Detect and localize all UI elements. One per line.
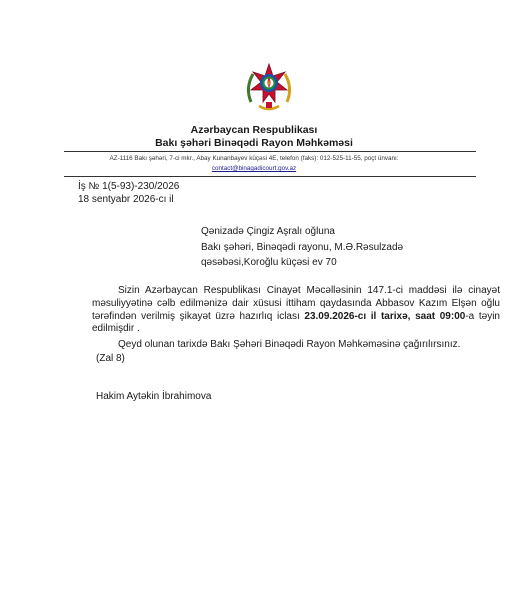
court-email-link[interactable]: contact@binagadicourt.gov.az — [211, 165, 297, 172]
azerbaijan-state-emblem-icon — [239, 58, 299, 118]
recipient-address-line2: qəsəbəsi,Koroğlu küçəsi ev 70 — [201, 257, 337, 268]
court-address: AZ-1116 Bakı şəhəri, 7-ci mkr., Abay Kunanbayev küçəsi 4E, telefon (faks): 012-525-11-55, poçt ünvanı: — [109, 155, 399, 162]
recipient-name: Qənizadə Çingiz Aşralı oğluna — [201, 226, 335, 237]
recipient-address-line1: Bakı şəhəri, Binəqədi rayonu, M.Ə.Rəsulzadə — [201, 242, 404, 253]
country-title: Azərbaycan Respublikası — [190, 124, 318, 136]
letter-date: 18 sentyabr 2026-cı il — [78, 194, 174, 205]
judge-signature: Hakim Aytəkin İbrahimova — [96, 391, 212, 402]
case-number: İş № 1(5-93)-230/2026 — [78, 181, 180, 192]
court-email-line — [0, 164, 508, 173]
hearing-datetime: 23.09.2026-cı il tarixə, saat 09:00 — [304, 310, 466, 322]
notice-text-end: -a təyin edilmişdir . — [92, 310, 500, 335]
header-divider-top — [64, 151, 476, 152]
court-title: Bakı şəhəri Binəqədi Rayon Məhkəməsi — [155, 137, 353, 149]
header-divider-bottom — [64, 176, 476, 177]
summons-text: Qeyd olunan tarixdə Bakı Şəhəri Binəqədi Rayon Məhkəməsinə çağırılırsınız. — [118, 339, 461, 350]
courtroom: (Zal 8) — [96, 353, 125, 364]
notice-text-start: Sizin Azərbaycan Respublikası Cinayət Məcəlləsinin 147.1-ci maddəsi ilə cinayət məsuliyyətinə cəlb edilmənizə dair xüsusi ittiham qaydasında Abbasov Kazım Elşən oğlu tərəfindən verilmiş şikayət üzrə hazırlıq iclası — [92, 285, 500, 322]
notice-paragraph — [92, 285, 500, 336]
